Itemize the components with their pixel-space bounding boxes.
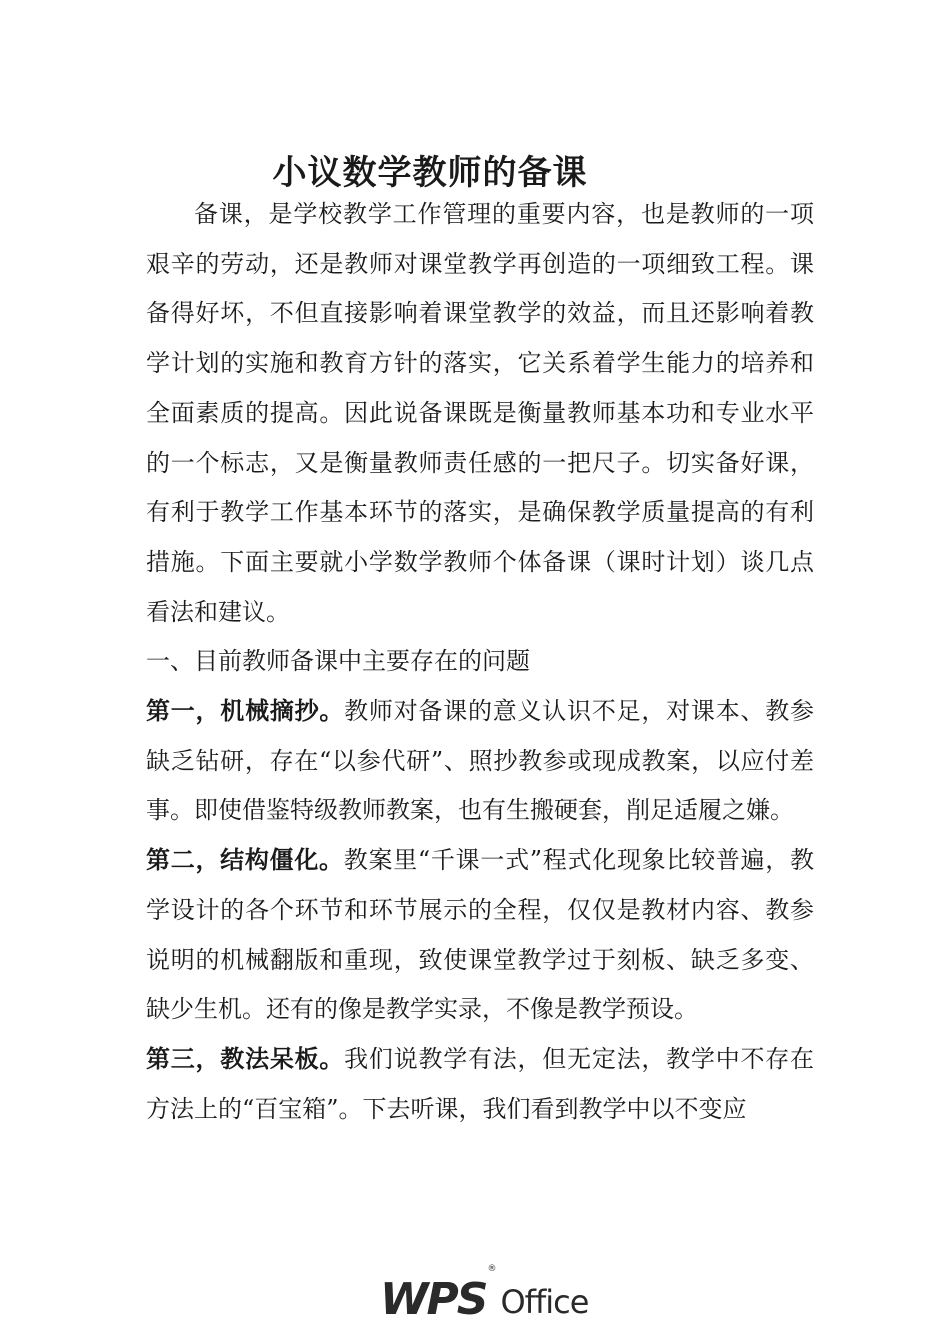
paragraph-intro bbox=[146, 190, 814, 637]
logo-office-text: Office bbox=[500, 1283, 589, 1321]
wps-office-logo bbox=[380, 1262, 589, 1325]
paragraph-problem-2 bbox=[146, 836, 814, 1035]
logo-wps-text: WPS bbox=[380, 1274, 487, 1325]
paragraph-problem-1 bbox=[146, 687, 814, 836]
section-heading-text: 一、目前教师备课中主要存在的问题 bbox=[146, 647, 530, 676]
paragraph-text: 备课，是学校教学工作管理的重要内容，也是教师的一项艰辛的劳动，还是教师对课堂教学再创造的一项细致工程。课备得好坏，不但直接影响着课堂教学的效益，而且还影响着教学计划的实施和教育方针的落实，它关系着学生能力的培养和全面素质的提高。因此说备课既是衡量教师基本功和专业水平的一个标志，又是衡量教师责任感的一把尺子。切实备好课，有利于教学工作基本环节的落实，是确保教学质量提高的有利措施。下面主要就小学数学教师个体备课（课时计划）谈几点看法和建议。 bbox=[146, 200, 814, 626]
logo-registered-mark: ® bbox=[487, 1264, 497, 1274]
document-title: 小议数学教师的备课 bbox=[272, 152, 588, 193]
paragraph-lead: 第二，结构僵化。 bbox=[146, 846, 344, 875]
section-heading bbox=[146, 637, 814, 687]
paragraph-problem-3 bbox=[146, 1035, 814, 1134]
paragraph-text: 教师对备课的意义认识不足，对课本、教参缺乏钻研，存在“以参代研”、照抄教参或现成教案，以应付差事。即使借鉴特级教师教案，也有生搬硬套，削足适履之嫌。 bbox=[146, 697, 815, 825]
paragraph-lead: 第一，机械摘抄。 bbox=[146, 697, 345, 726]
document-body bbox=[146, 190, 814, 1134]
paragraph-lead: 第三，教法呆板。 bbox=[146, 1044, 345, 1073]
paragraph-text: 教案里“千课一式”程式化现象比较普遍，教学设计的各个环节和环节展示的全程，仅仅是教材内容、教参说明的机械翻版和重现，致使课堂教学过于刻板、缺乏多变、缺少生机。还有的像是教学实录，不像是教学预设。 bbox=[146, 846, 814, 1024]
paragraph-text: 我们说教学有法，但无定法，教学中不存在方法上的“百宝箱”。下去听课，我们看到教学中以不变应 bbox=[146, 1044, 815, 1123]
